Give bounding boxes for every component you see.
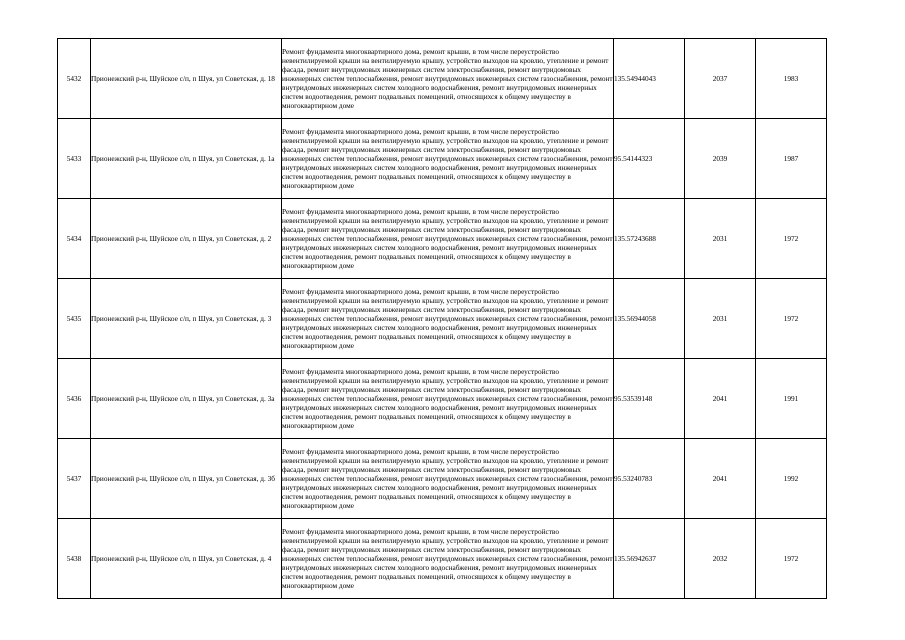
build-year-cell: 1972: [756, 279, 827, 359]
works-cell: Ремонт фундамента многоквартирного дома, ремонт крыши, в том числе переустройство невентилируемой крыши на вентилируемую крышу, устройство выходов на кровлю, утепление и ремонт фасада, ремонт внутридомовых инженерных систем электроснабжения, ремонт внутридомовых инженерных систем теплоснабжения, ремонт внутридомовых инженерных систем газоснабжения, ремонт внутридомовых инженерных систем холодного водоснабжения, ремонт внутридомовых инженерных систем водоотведения, ремонт подвальных помещений, относящихся к общему имуществу в многоквартирном доме: [282, 199, 614, 279]
planned-year-cell: 2041: [685, 439, 756, 519]
build-year-cell: 1991: [756, 359, 827, 439]
build-year-cell: 1992: [756, 439, 827, 519]
table-row: [58, 519, 827, 599]
cost-cell: 95.54144323: [614, 119, 685, 199]
table-row: [58, 119, 827, 199]
address-cell: Прионежский р-н, Шуйское с/п, п Шуя, ул Советская, д. 18: [91, 39, 282, 119]
registry-table: [57, 38, 827, 599]
cost-cell: 135.56942637: [614, 519, 685, 599]
table-row: [58, 199, 827, 279]
row-number: 5436: [58, 359, 91, 439]
row-number: 5434: [58, 199, 91, 279]
build-year-cell: 1987: [756, 119, 827, 199]
table-row: [58, 439, 827, 519]
cost-cell: 135.57243688: [614, 199, 685, 279]
works-cell: Ремонт фундамента многоквартирного дома, ремонт крыши, в том числе переустройство невентилируемой крыши на вентилируемую крышу, устройство выходов на кровлю, утепление и ремонт фасада, ремонт внутридомовых инженерных систем электроснабжения, ремонт внутридомовых инженерных систем теплоснабжения, ремонт внутридомовых инженерных систем газоснабжения, ремонт внутридомовых инженерных систем холодного водоснабжения, ремонт внутридомовых инженерных систем водоотведения, ремонт подвальных помещений, относящихся к общему имуществу в многоквартирном доме: [282, 359, 614, 439]
works-cell: Ремонт фундамента многоквартирного дома, ремонт крыши, в том числе переустройство невентилируемой крыши на вентилируемую крышу, устройство выходов на кровлю, утепление и ремонт фасада, ремонт внутридомовых инженерных систем электроснабжения, ремонт внутридомовых инженерных систем теплоснабжения, ремонт внутридомовых инженерных систем газоснабжения, ремонт внутридомовых инженерных систем холодного водоснабжения, ремонт внутридомовых инженерных систем водоотведения, ремонт подвальных помещений, относящихся к общему имуществу в многоквартирном доме: [282, 279, 614, 359]
table-row: [58, 279, 827, 359]
address-cell: Прионежский р-н, Шуйское с/п, п Шуя, ул Советская, д. 3б: [91, 439, 282, 519]
works-cell: Ремонт фундамента многоквартирного дома, ремонт крыши, в том числе переустройство невентилируемой крыши на вентилируемую крышу, устройство выходов на кровлю, утепление и ремонт фасада, ремонт внутридомовых инженерных систем электроснабжения, ремонт внутридомовых инженерных систем теплоснабжения, ремонт внутридомовых инженерных систем газоснабжения, ремонт внутридомовых инженерных систем холодного водоснабжения, ремонт внутридомовых инженерных систем водоотведения, ремонт подвальных помещений, относящихся к общему имуществу в многоквартирном доме: [282, 519, 614, 599]
cost-cell: 95.53539148: [614, 359, 685, 439]
row-number: 5437: [58, 439, 91, 519]
table-row: [58, 359, 827, 439]
address-cell: Прионежский р-н, Шуйское с/п, п Шуя, ул Советская, д. 1а: [91, 119, 282, 199]
planned-year-cell: 2032: [685, 519, 756, 599]
row-number: 5432: [58, 39, 91, 119]
row-number: 5433: [58, 119, 91, 199]
address-cell: Прионежский р-н, Шуйское с/п, п Шуя, ул Советская, д. 3: [91, 279, 282, 359]
cost-cell: 135.54944043: [614, 39, 685, 119]
row-number: 5435: [58, 279, 91, 359]
planned-year-cell: 2037: [685, 39, 756, 119]
build-year-cell: 1983: [756, 39, 827, 119]
build-year-cell: 1972: [756, 199, 827, 279]
row-number: 5438: [58, 519, 91, 599]
address-cell: Прионежский р-н, Шуйское с/п, п Шуя, ул Советская, д. 3а: [91, 359, 282, 439]
works-cell: Ремонт фундамента многоквартирного дома, ремонт крыши, в том числе переустройство невентилируемой крыши на вентилируемую крышу, устройство выходов на кровлю, утепление и ремонт фасада, ремонт внутридомовых инженерных систем электроснабжения, ремонт внутридомовых инженерных систем теплоснабжения, ремонт внутридомовых инженерных систем газоснабжения, ремонт внутридомовых инженерных систем холодного водоснабжения, ремонт внутридомовых инженерных систем водоотведения, ремонт подвальных помещений, относящихся к общему имуществу в многоквартирном доме: [282, 439, 614, 519]
cost-cell: 135.56944058: [614, 279, 685, 359]
planned-year-cell: 2031: [685, 199, 756, 279]
works-cell: Ремонт фундамента многоквартирного дома, ремонт крыши, в том числе переустройство невентилируемой крыши на вентилируемую крышу, устройство выходов на кровлю, утепление и ремонт фасада, ремонт внутридомовых инженерных систем электроснабжения, ремонт внутридомовых инженерных систем теплоснабжения, ремонт внутридомовых инженерных систем газоснабжения, ремонт внутридомовых инженерных систем холодного водоснабжения, ремонт внутридомовых инженерных систем водоотведения, ремонт подвальных помещений, относящихся к общему имуществу в многоквартирном доме: [282, 119, 614, 199]
planned-year-cell: 2041: [685, 359, 756, 439]
planned-year-cell: 2031: [685, 279, 756, 359]
build-year-cell: 1972: [756, 519, 827, 599]
table-row: [58, 39, 827, 119]
address-cell: Прионежский р-н, Шуйское с/п, п Шуя, ул Советская, д. 2: [91, 199, 282, 279]
planned-year-cell: 2039: [685, 119, 756, 199]
cost-cell: 95.53240783: [614, 439, 685, 519]
works-cell: Ремонт фундамента многоквартирного дома, ремонт крыши, в том числе переустройство невентилируемой крыши на вентилируемую крышу, устройство выходов на кровлю, утепление и ремонт фасада, ремонт внутридомовых инженерных систем электроснабжения, ремонт внутридомовых инженерных систем теплоснабжения, ремонт внутридомовых инженерных систем газоснабжения, ремонт внутридомовых инженерных систем холодного водоснабжения, ремонт внутридомовых инженерных систем водоотведения, ремонт подвальных помещений, относящихся к общему имуществу в многоквартирном доме: [282, 39, 614, 119]
address-cell: Прионежский р-н, Шуйское с/п, п Шуя, ул Советская, д. 4: [91, 519, 282, 599]
